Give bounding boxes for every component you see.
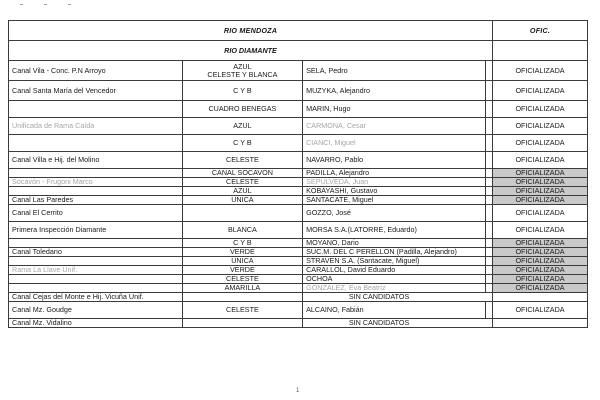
canal-cell: Canal Mz. Goudge bbox=[9, 302, 183, 319]
spacer-cell bbox=[486, 266, 493, 275]
status-cell: OFICIALIZADA bbox=[493, 196, 588, 205]
section-title: RIO DIAMANTE bbox=[9, 41, 493, 61]
list-color-cell: UNICA bbox=[182, 257, 302, 266]
table-row bbox=[9, 61, 588, 81]
candidate-cell: SEPULVEDA, Juan bbox=[303, 178, 486, 187]
page-number: 1 bbox=[296, 388, 300, 394]
status-cell: OFICIALIZADA bbox=[493, 61, 588, 81]
table-row bbox=[9, 266, 588, 275]
candidate-cell: SANTACATE, Miguel bbox=[303, 196, 486, 205]
spacer-cell bbox=[486, 275, 493, 284]
spacer-cell bbox=[486, 205, 493, 222]
list-color-cell: AMARILLA bbox=[182, 284, 302, 293]
ofic-column-header: OFIC. bbox=[493, 21, 588, 41]
candidate-cell: GOZZO, José bbox=[303, 205, 486, 222]
spacer-cell bbox=[486, 222, 493, 239]
document-sheet bbox=[8, 20, 588, 380]
status-cell: OFICIALIZADA bbox=[493, 152, 588, 169]
candidate-cell: SIN CANDIDATOS bbox=[303, 319, 493, 328]
canal-cell: Canal Las Paredes bbox=[9, 196, 183, 205]
candidate-cell: SIN CANDIDATOS bbox=[303, 293, 493, 302]
canal-cell: Unificada de Rama Caída bbox=[9, 118, 183, 135]
table-row bbox=[9, 135, 588, 152]
table-row bbox=[9, 275, 588, 284]
canal-cell bbox=[9, 101, 183, 118]
table-row bbox=[9, 257, 588, 266]
list-color-cell bbox=[182, 205, 302, 222]
candidate-cell: CIANCI, Miguel bbox=[303, 135, 486, 152]
list-color-cell: CELESTE bbox=[182, 275, 302, 284]
table-row bbox=[9, 205, 588, 222]
spacer-cell bbox=[486, 248, 493, 257]
table-row bbox=[9, 284, 588, 293]
list-color-cell: CELESTE bbox=[182, 178, 302, 187]
candidate-cell: CARMONA, Cesar bbox=[303, 118, 486, 135]
status-cell: OFICIALIZADA bbox=[493, 222, 588, 239]
spacer-cell bbox=[486, 135, 493, 152]
list-color-cell: VERDE bbox=[182, 248, 302, 257]
spacer-cell bbox=[486, 61, 493, 81]
canal-cell bbox=[9, 239, 183, 248]
canal-cell: Canal Mz. Vidalino bbox=[9, 319, 183, 328]
spacer-cell bbox=[486, 302, 493, 319]
list-color-cell: BLANCA bbox=[182, 222, 302, 239]
table-row bbox=[9, 169, 588, 178]
table-row bbox=[9, 293, 588, 302]
table-row bbox=[9, 152, 588, 169]
table-row bbox=[9, 118, 588, 135]
status-cell: OFICIALIZADA bbox=[493, 178, 588, 187]
table-row bbox=[9, 239, 588, 248]
spacer-cell bbox=[486, 284, 493, 293]
candidate-cell: MARIN, Hugo bbox=[303, 101, 486, 118]
candidate-cell: PADILLA, Alejandro bbox=[303, 169, 486, 178]
candidate-cell: GONZALEZ, Eva Beatriz bbox=[303, 284, 486, 293]
status-cell: OFICIALIZADA bbox=[493, 135, 588, 152]
list-color-cell: AZUL bbox=[182, 187, 302, 196]
spacer-cell bbox=[486, 257, 493, 266]
canal-cell bbox=[9, 169, 183, 178]
spacer-cell bbox=[486, 187, 493, 196]
status-cell: OFICIALIZADA bbox=[493, 205, 588, 222]
canal-cell bbox=[9, 284, 183, 293]
status-cell: OFICIALIZADA bbox=[493, 266, 588, 275]
status-cell: OFICIALIZADA bbox=[493, 187, 588, 196]
list-color-cell: CANAL SOCAVON bbox=[182, 169, 302, 178]
canal-cell: Canal Villa e Hij. del Molino bbox=[9, 152, 183, 169]
status-cell: OFICIALIZADA bbox=[493, 257, 588, 266]
status-cell: OFICIALIZADA bbox=[493, 248, 588, 257]
list-color-cell bbox=[182, 319, 302, 328]
candidate-cell: MOYANO, Dario bbox=[303, 239, 486, 248]
spacer-cell bbox=[486, 169, 493, 178]
canal-cell: Canal Cejas del Monte e Hij. Vicuña Unif. bbox=[9, 293, 183, 302]
margin-mark bbox=[20, 4, 23, 5]
canal-cell: Canal Toledano bbox=[9, 248, 183, 257]
candidate-cell: CARALLOL, David Eduardo bbox=[303, 266, 486, 275]
list-color-cell: C Y B bbox=[182, 239, 302, 248]
candidate-cell: MUZYKA, Alejandro bbox=[303, 81, 486, 101]
status-cell: OFICIALIZADA bbox=[493, 81, 588, 101]
canal-cell: Canal El Cerrito bbox=[9, 205, 183, 222]
list-color-cell: CELESTE bbox=[182, 152, 302, 169]
list-color-cell: AZUL bbox=[182, 118, 302, 135]
list-color-cell: VERDE bbox=[182, 266, 302, 275]
list-color-cell: C Y B bbox=[182, 135, 302, 152]
spacer-cell bbox=[486, 81, 493, 101]
candidate-cell: MORSA S.A.(LATORRE, Eduardo) bbox=[303, 222, 486, 239]
canal-cell bbox=[9, 257, 183, 266]
table-row bbox=[9, 196, 588, 205]
status-cell: OFICIALIZADA bbox=[493, 302, 588, 319]
table-row bbox=[9, 101, 588, 118]
spacer-cell bbox=[486, 178, 493, 187]
margin-mark bbox=[68, 4, 71, 5]
page-title: RIO MENDOZA bbox=[9, 21, 493, 41]
list-color-cell bbox=[182, 293, 302, 302]
status-cell: OFICIALIZADA bbox=[493, 101, 588, 118]
table-row bbox=[9, 178, 588, 187]
table-row bbox=[9, 222, 588, 239]
canal-cell: Primera Inspección Diamante bbox=[9, 222, 183, 239]
canal-cell bbox=[9, 135, 183, 152]
canal-cell bbox=[9, 275, 183, 284]
table-row bbox=[9, 248, 588, 257]
header-row bbox=[9, 21, 588, 41]
status-cell: OFICIALIZADA bbox=[493, 169, 588, 178]
canal-cell: Socavón - Frugoni Marco bbox=[9, 178, 183, 187]
status-cell: OFICIALIZADA bbox=[493, 118, 588, 135]
list-color-cell: UNICA bbox=[182, 196, 302, 205]
margin-mark bbox=[44, 4, 47, 5]
list-color-cell: CELESTE bbox=[182, 302, 302, 319]
candidate-cell: SELA, Pedro bbox=[303, 61, 486, 81]
status-cell: OFICIALIZADA bbox=[493, 284, 588, 293]
status-cell: OFICIALIZADA bbox=[493, 239, 588, 248]
canal-cell: Canal Santa María del Vencedor bbox=[9, 81, 183, 101]
status-cell bbox=[493, 319, 588, 328]
table-row bbox=[9, 319, 588, 328]
table-row bbox=[9, 187, 588, 196]
spacer-cell bbox=[486, 118, 493, 135]
candidate-cell: OCHOA bbox=[303, 275, 486, 284]
list-color-cell: CUADRO BENEGAS bbox=[182, 101, 302, 118]
canal-cell bbox=[9, 187, 183, 196]
list-color-cell: AZUL CELESTE Y BLANCA bbox=[182, 61, 302, 81]
list-color-cell: C Y B bbox=[182, 81, 302, 101]
spacer-cell bbox=[486, 239, 493, 248]
candidate-cell: ALCAINO, Fabián bbox=[303, 302, 486, 319]
canal-cell: Rama La Llave Unif. bbox=[9, 266, 183, 275]
empty-cell bbox=[493, 41, 588, 61]
status-cell bbox=[493, 293, 588, 302]
table-row bbox=[9, 81, 588, 101]
candidate-cell: STRAVEN S.A. (Santacate, Miguel) bbox=[303, 257, 486, 266]
candidate-cell: KOBAYASHI, Gustavo bbox=[303, 187, 486, 196]
table-row bbox=[9, 302, 588, 319]
status-cell: OFICIALIZADA bbox=[493, 275, 588, 284]
spacer-cell bbox=[486, 196, 493, 205]
candidate-cell: NAVARRO, Pablo bbox=[303, 152, 486, 169]
canal-cell: Canal Vila - Conc. P.N Arroyo bbox=[9, 61, 183, 81]
spacer-cell bbox=[486, 152, 493, 169]
candidates-table bbox=[8, 20, 588, 328]
subheader-row bbox=[9, 41, 588, 61]
candidate-cell: SUC.M. DEL C PERELLON (Padilla, Alejandro) bbox=[303, 248, 486, 257]
spacer-cell bbox=[486, 101, 493, 118]
